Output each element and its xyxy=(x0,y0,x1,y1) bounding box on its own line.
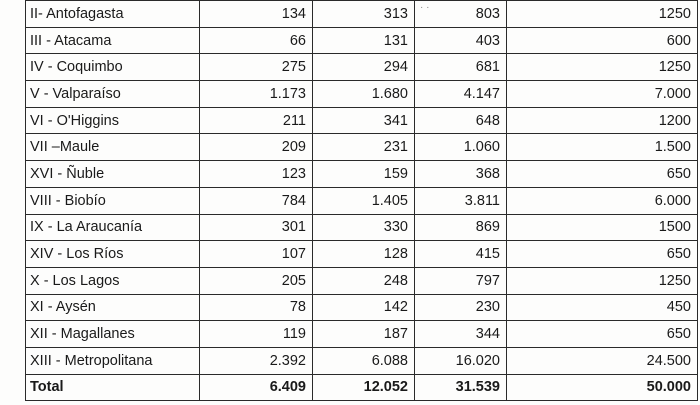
col-2-cell: 131 xyxy=(313,27,415,54)
table-row xyxy=(26,107,698,134)
col-1-cell: 211 xyxy=(200,107,313,134)
col-4-cell: 1200 xyxy=(507,107,698,134)
col-4-cell: 7.000 xyxy=(507,81,698,108)
col-2-cell: 187 xyxy=(313,321,415,348)
col-3-cell: 869 xyxy=(415,214,507,241)
table-row xyxy=(26,187,698,214)
col-4-cell: 650 xyxy=(507,241,698,268)
table-row xyxy=(26,321,698,348)
table-row xyxy=(26,27,698,54)
col-3-cell: 3.811 xyxy=(415,187,507,214)
col-2-cell: 6.088 xyxy=(313,347,415,374)
col-1-cell: 209 xyxy=(200,134,313,161)
col-4-cell: 650 xyxy=(507,321,698,348)
table-row xyxy=(26,1,698,28)
region-cell: XVI - Ñuble xyxy=(26,161,200,188)
col-2-cell: 159 xyxy=(313,161,415,188)
total-col-1: 6.409 xyxy=(200,374,313,401)
region-cell: VI - O'Higgins xyxy=(26,107,200,134)
col-1-cell: 275 xyxy=(200,54,313,81)
col-2-cell: 248 xyxy=(313,267,415,294)
col-3-cell: 415 xyxy=(415,241,507,268)
col-1-cell: 784 xyxy=(200,187,313,214)
table-row xyxy=(26,54,698,81)
table-row xyxy=(26,161,698,188)
col-4-cell: 1500 xyxy=(507,214,698,241)
region-cell: X - Los Lagos xyxy=(26,267,200,294)
col-4-cell: 1250 xyxy=(507,267,698,294)
col-1-cell: 2.392 xyxy=(200,347,313,374)
col-4-cell: 24.500 xyxy=(507,347,698,374)
col-1-cell: 1.173 xyxy=(200,81,313,108)
scan-speckle: · · xyxy=(420,2,430,13)
col-4-cell: 650 xyxy=(507,161,698,188)
region-cell: XII - Magallanes xyxy=(26,321,200,348)
col-3-cell: 1.060 xyxy=(415,134,507,161)
total-row xyxy=(26,374,698,401)
col-1-cell: 66 xyxy=(200,27,313,54)
region-cell: III - Atacama xyxy=(26,27,200,54)
col-2-cell: 341 xyxy=(313,107,415,134)
col-3-cell: 797 xyxy=(415,267,507,294)
col-4-cell: 1250 xyxy=(507,1,698,28)
col-1-cell: 78 xyxy=(200,294,313,321)
table-row xyxy=(26,294,698,321)
col-3-cell: 230 xyxy=(415,294,507,321)
col-3-cell: 648 xyxy=(415,107,507,134)
regional-table xyxy=(25,0,698,401)
region-cell: IV - Coquimbo xyxy=(26,54,200,81)
col-3-cell: 403 xyxy=(415,27,507,54)
col-2-cell: 231 xyxy=(313,134,415,161)
col-2-cell: 294 xyxy=(313,54,415,81)
total-col-4: 50.000 xyxy=(507,374,698,401)
region-cell: XI - Aysén xyxy=(26,294,200,321)
col-2-cell: 128 xyxy=(313,241,415,268)
col-3-cell: 803 xyxy=(415,1,507,28)
col-1-cell: 107 xyxy=(200,241,313,268)
table-body xyxy=(26,1,698,401)
table-row xyxy=(26,81,698,108)
col-3-cell: 16.020 xyxy=(415,347,507,374)
col-2-cell: 142 xyxy=(313,294,415,321)
table-row xyxy=(26,134,698,161)
total-col-2: 12.052 xyxy=(313,374,415,401)
col-2-cell: 330 xyxy=(313,214,415,241)
col-2-cell: 313 xyxy=(313,1,415,28)
col-3-cell: 368 xyxy=(415,161,507,188)
col-4-cell: 450 xyxy=(507,294,698,321)
col-2-cell: 1.680 xyxy=(313,81,415,108)
total-label: Total xyxy=(26,374,200,401)
table-row xyxy=(26,267,698,294)
col-4-cell: 6.000 xyxy=(507,187,698,214)
col-4-cell: 1250 xyxy=(507,54,698,81)
region-cell: VIII - Biobío xyxy=(26,187,200,214)
table-row xyxy=(26,241,698,268)
col-3-cell: 4.147 xyxy=(415,81,507,108)
col-1-cell: 301 xyxy=(200,214,313,241)
col-1-cell: 123 xyxy=(200,161,313,188)
region-cell: XIII - Metropolitana xyxy=(26,347,200,374)
col-3-cell: 344 xyxy=(415,321,507,348)
col-1-cell: 134 xyxy=(200,1,313,28)
total-col-3: 31.539 xyxy=(415,374,507,401)
region-cell: VII –Maule xyxy=(26,134,200,161)
col-3-cell: 681 xyxy=(415,54,507,81)
col-1-cell: 205 xyxy=(200,267,313,294)
col-1-cell: 119 xyxy=(200,321,313,348)
table-row xyxy=(26,214,698,241)
table-row xyxy=(26,347,698,374)
region-cell: V - Valparaíso xyxy=(26,81,200,108)
col-4-cell: 600 xyxy=(507,27,698,54)
col-2-cell: 1.405 xyxy=(313,187,415,214)
col-4-cell: 1.500 xyxy=(507,134,698,161)
region-cell: XIV - Los Ríos xyxy=(26,241,200,268)
region-cell: II- Antofagasta xyxy=(26,1,200,28)
region-cell: IX - La Araucanía xyxy=(26,214,200,241)
